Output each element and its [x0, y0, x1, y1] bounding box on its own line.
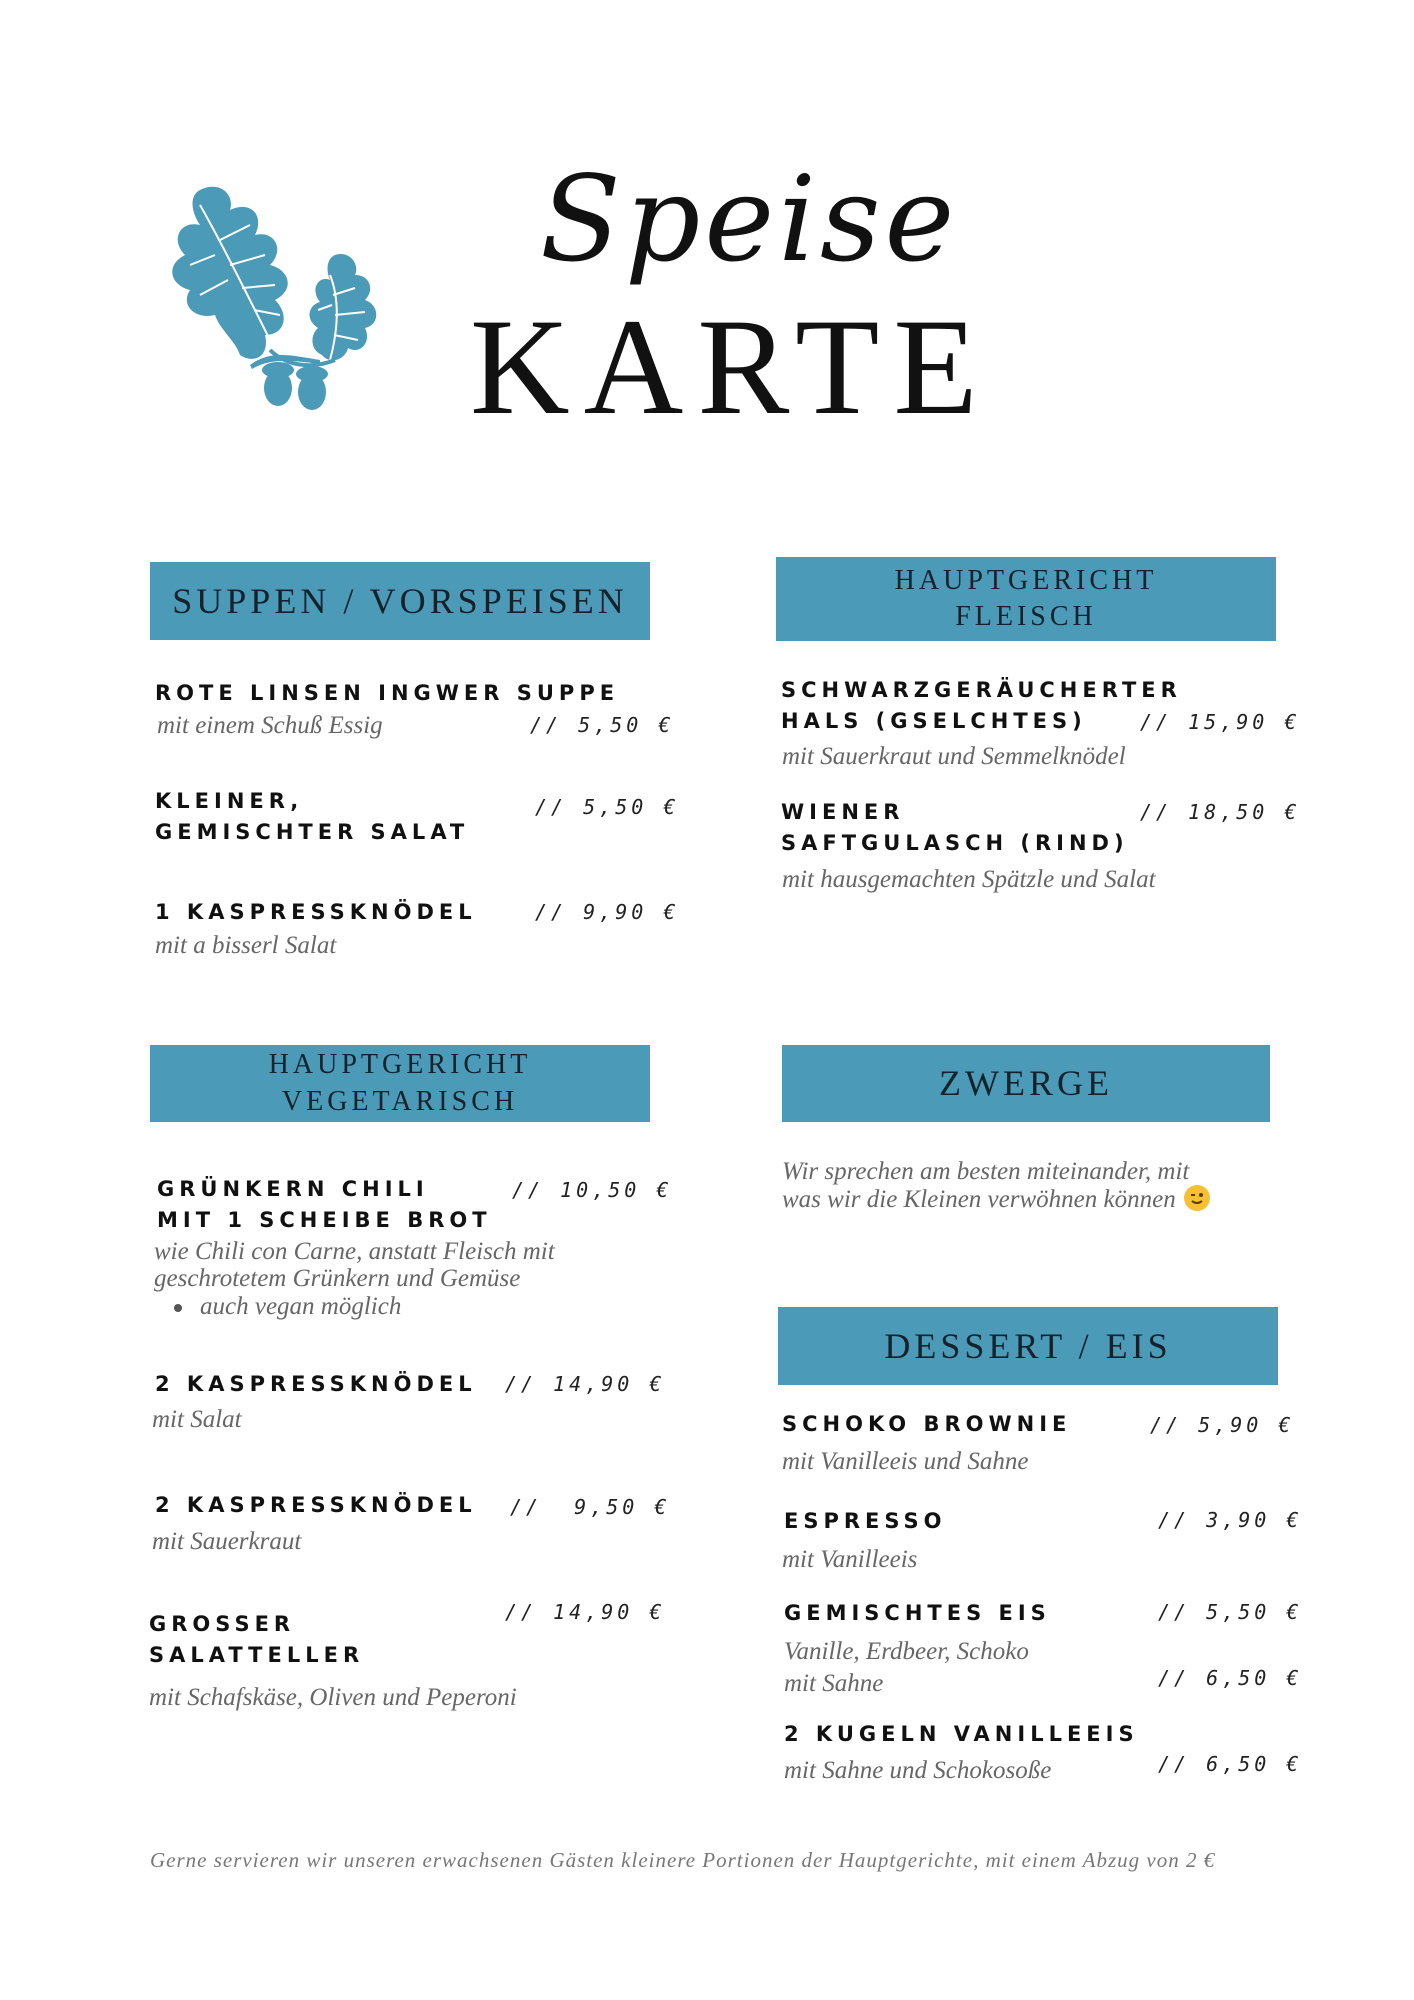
section-header-suppen: SUPPEN / VORSPEISEN — [150, 562, 650, 640]
item-description: wie Chili con Carne, anstatt Fleisch mit — [154, 1238, 555, 1265]
item-price: // 14,90 € — [505, 1600, 666, 1624]
item-price: // 18,50 € — [1140, 800, 1301, 824]
section-header-zwerge: ZWERGE — [782, 1045, 1270, 1122]
item-name: WIENER — [781, 800, 905, 824]
section-header-vegetarisch — [150, 1045, 650, 1122]
bullet-note — [174, 1293, 401, 1321]
winking-face-icon — [1184, 1185, 1210, 1211]
item-name: 1 KASPRESSKNÖDEL — [155, 900, 477, 924]
item-description: geschrotetem Grünkern und Gemüse — [154, 1265, 521, 1292]
item-price: // 14,90 € — [505, 1372, 666, 1396]
item-name: ROTE LINSEN INGWER SUPPE — [155, 681, 620, 705]
item-price: // 9,90 € — [535, 900, 680, 924]
item-description: mit Vanilleeis — [782, 1546, 918, 1573]
section-header-fleisch — [776, 557, 1276, 641]
section-header-line: HAUPTGERICHT — [268, 1049, 532, 1081]
item-price: // 15,90 € — [1140, 710, 1301, 734]
oak-leaves-acorn-icon — [160, 180, 390, 420]
item-name: GEMISCHTER SALAT — [155, 820, 470, 844]
item-price: // 5,50 € — [535, 795, 680, 819]
section-header-dessert: DESSERT / EIS — [778, 1307, 1278, 1385]
item-name: GRÜNKERN CHILI — [157, 1177, 429, 1201]
item-price: // 5,50 € — [1158, 1600, 1303, 1624]
item-name: KLEINER, — [155, 789, 304, 813]
item-name: GROSSER — [149, 1612, 296, 1636]
item-name: 2 KUGELN VANILLEEIS — [784, 1722, 1139, 1746]
item-description: mit Vanilleeis und Sahne — [782, 1448, 1029, 1475]
item-name: 2 KASPRESSKNÖDEL — [155, 1372, 477, 1396]
item-name: SAFTGULASCH (RIND) — [781, 831, 1129, 855]
item-description: mit Sahne — [784, 1670, 884, 1697]
winking-face-emoji-icon — [1184, 1185, 1210, 1211]
item-name: GEMISCHTES EIS — [784, 1601, 1051, 1625]
item-price: // 5,50 € — [530, 713, 675, 737]
item-description: mit hausgemachten Spätzle und Salat — [782, 866, 1156, 893]
item-name: ESPRESSO — [784, 1509, 947, 1533]
item-name: HALS (GSELCHTES) — [781, 709, 1087, 733]
item-price: // 6,50 € — [1158, 1666, 1303, 1690]
zwerge-text-line2: was wir die Kleinen verwöhnen können — [782, 1186, 1176, 1213]
item-description: mit einem Schuß Essig — [157, 712, 383, 739]
footer-note: Gerne servieren wir unseren erwachsenen Gästen kleinere Portionen der Hauptgerichte, mit einem Abzug von 2 € — [150, 1848, 1216, 1872]
item-description: mit a bisserl Salat — [155, 932, 337, 959]
bullet-text: auch vegan möglich — [200, 1293, 402, 1320]
item-name: 2 KASPRESSKNÖDEL — [155, 1493, 477, 1517]
item-description: mit Schafskäse, Oliven und Peperoni — [149, 1684, 517, 1711]
title-main: KARTE — [470, 290, 992, 443]
zwerge-text-line — [782, 1185, 1210, 1213]
section-header-line: FLEISCH — [955, 601, 1097, 632]
item-price: // 6,50 € — [1158, 1752, 1303, 1776]
item-price: // 9,50 € — [510, 1495, 671, 1519]
item-name: MIT 1 SCHEIBE BROT — [157, 1208, 492, 1232]
item-description: Vanille, Erdbeer, Schoko — [784, 1638, 1029, 1665]
item-description: mit Sauerkraut — [152, 1528, 302, 1555]
section-header-line: HAUPTGERICHT — [894, 564, 1158, 596]
item-description: mit Sauerkraut und Semmelknödel — [782, 743, 1126, 770]
item-name: SCHOKO BROWNIE — [782, 1412, 1072, 1436]
item-description: mit Salat — [152, 1406, 242, 1433]
item-description: mit Sahne und Schokosoße — [784, 1757, 1052, 1784]
item-price: // 5,90 € — [1150, 1413, 1295, 1437]
zwerge-text — [782, 1158, 1210, 1213]
zwerge-text-line: Wir sprechen am besten miteinander, mit — [782, 1158, 1190, 1185]
item-price: // 10,50 € — [512, 1178, 673, 1202]
bullet-dot — [174, 1304, 182, 1312]
item-price: // 3,90 € — [1158, 1508, 1303, 1532]
item-name: SALATTELLER — [149, 1643, 365, 1667]
section-header-line: VEGETARISCH — [281, 1085, 519, 1117]
title-script: Speise — [540, 150, 959, 288]
item-name: SCHWARZGERÄUCHERTER — [781, 678, 1182, 702]
